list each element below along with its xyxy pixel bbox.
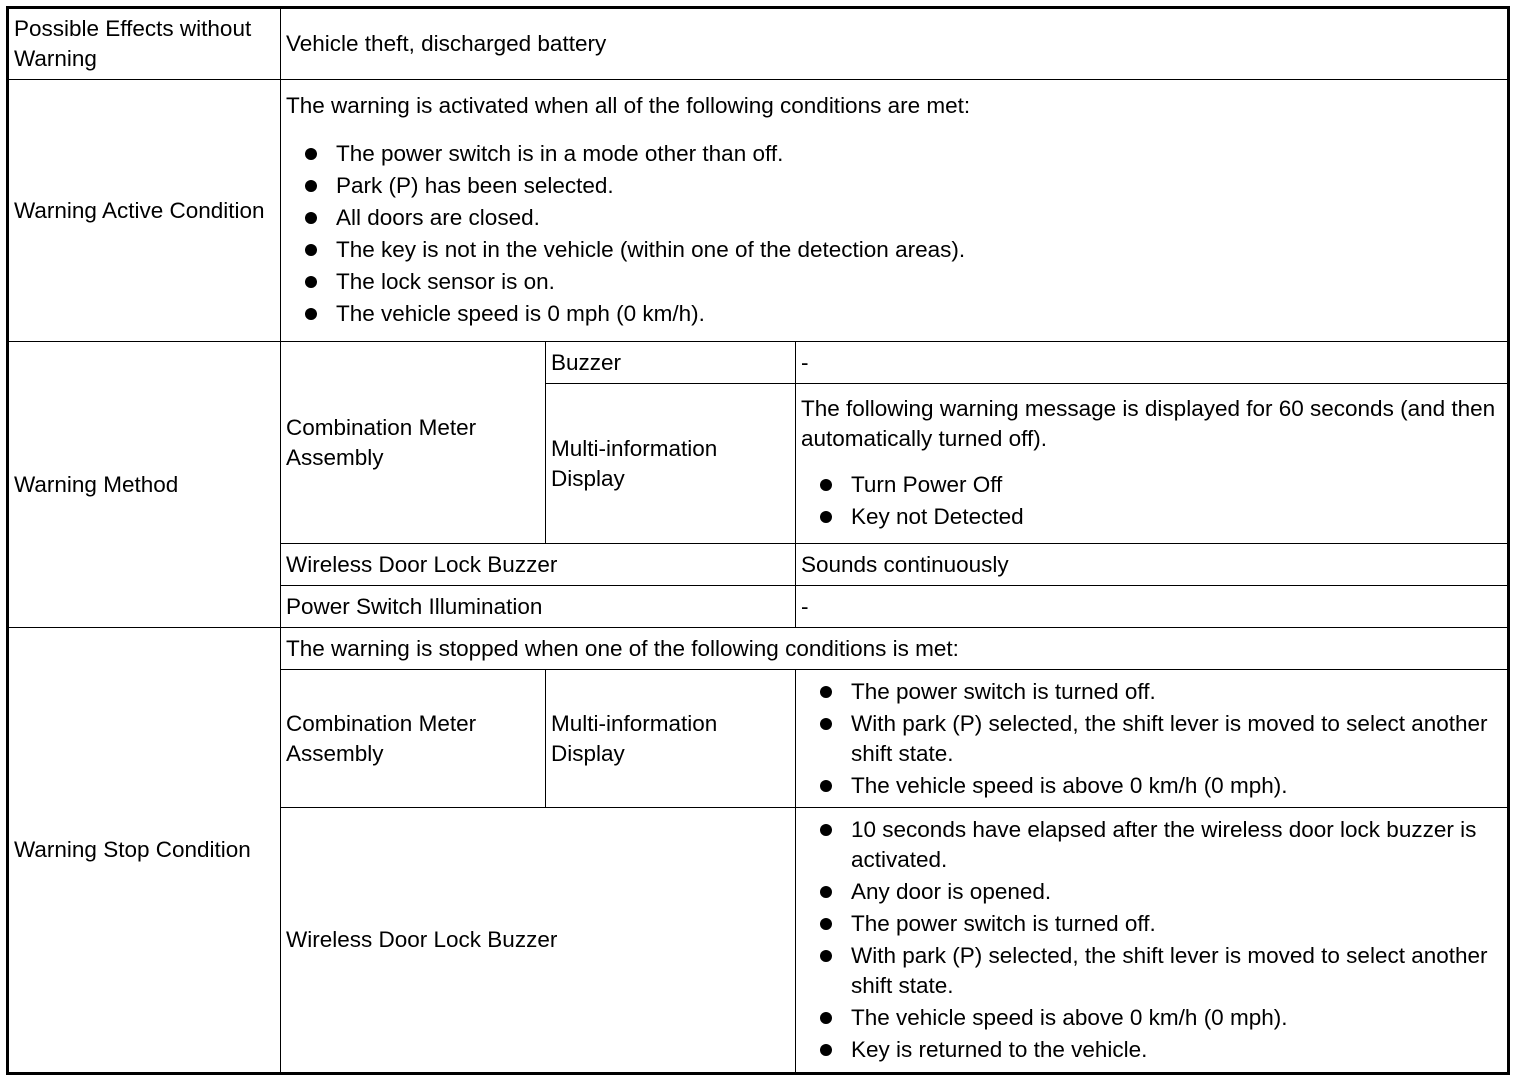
list-item: The lock sensor is on. (286, 267, 1502, 297)
method-mid-list (801, 470, 1502, 532)
list-item: The vehicle speed is above 0 km/h (0 mph). (801, 1003, 1502, 1033)
row-stop-intro (8, 628, 1509, 670)
stop-mid-list (801, 677, 1502, 801)
warning-method-label: Warning Method (8, 342, 281, 628)
bullet-icon (820, 780, 832, 792)
list-item: With park (P) selected, the shift lever is moved to select another shift state. (801, 941, 1502, 1001)
list-item: The power switch is turned off. (801, 677, 1502, 707)
method-mid-label: Multi-information Display (546, 384, 796, 544)
bullet-icon (820, 1044, 832, 1056)
list-item: Park (P) has been selected. (286, 171, 1502, 201)
list-item: The key is not in the vehicle (within one of the detection areas). (286, 235, 1502, 265)
row-active-condition (8, 80, 1509, 342)
bullet-icon (305, 244, 317, 256)
bullet-icon (820, 886, 832, 898)
method-wireless-value: Sounds continuously (796, 544, 1509, 586)
stop-mid-cell (796, 670, 1509, 808)
bullet-icon (305, 308, 317, 320)
bullet-icon (305, 180, 317, 192)
bullet-icon (305, 148, 317, 160)
list-item: All doors are closed. (286, 203, 1502, 233)
bullet-icon (820, 718, 832, 730)
bullet-icon (820, 1012, 832, 1024)
bullet-icon (820, 950, 832, 962)
list-item: Key is returned to the vehicle. (801, 1035, 1502, 1065)
possible-effects-label: Possible Effects without Warning (8, 8, 281, 80)
bullet-icon (820, 824, 832, 836)
stop-wireless-label: Wireless Door Lock Buzzer (281, 808, 796, 1074)
row-warning-method-buzzer (8, 342, 1509, 384)
bullet-icon (305, 212, 317, 224)
bullet-icon (305, 276, 317, 288)
stop-wireless-cell (796, 808, 1509, 1074)
list-item: Turn Power Off (801, 470, 1502, 500)
method-illumination-value: - (796, 586, 1509, 628)
method-mid-cell (796, 384, 1509, 544)
list-item: The vehicle speed is 0 mph (0 km/h). (286, 299, 1502, 329)
list-item: Any door is opened. (801, 877, 1502, 907)
warning-spec-table (6, 6, 1510, 1075)
row-possible-effects (8, 8, 1509, 80)
method-mid-intro: The following warning message is displayed for 60 seconds (and then automatically turned off). (801, 395, 1496, 451)
stop-mid-label: Multi-information Display (546, 670, 796, 808)
bullet-icon (820, 686, 832, 698)
list-item: Key not Detected (801, 502, 1502, 532)
method-buzzer-label: Buzzer (546, 342, 796, 384)
list-item: The vehicle speed is above 0 km/h (0 mph). (801, 771, 1502, 801)
stop-condition-intro: The warning is stopped when one of the following conditions is met: (281, 628, 1509, 670)
bullet-icon (820, 918, 832, 930)
method-buzzer-value: - (796, 342, 1509, 384)
active-condition-cell (281, 80, 1509, 342)
active-condition-label: Warning Active Condition (8, 80, 281, 342)
list-item: 10 seconds have elapsed after the wireless door lock buzzer is activated. (801, 815, 1502, 875)
stop-wireless-list (801, 815, 1502, 1065)
method-illumination-label: Power Switch Illumination (281, 586, 796, 628)
list-item: The power switch is turned off. (801, 909, 1502, 939)
active-condition-intro: The warning is activated when all of the following conditions are met: (286, 92, 971, 118)
list-item: The power switch is in a mode other than off. (286, 139, 1502, 169)
stop-combination-meter: Combination Meter Assembly (281, 670, 546, 808)
possible-effects-value: Vehicle theft, discharged battery (281, 8, 1509, 80)
method-combination-meter: Combination Meter Assembly (281, 342, 546, 544)
active-condition-list (286, 139, 1502, 329)
list-item: With park (P) selected, the shift lever is moved to select another shift state. (801, 709, 1502, 769)
stop-condition-label: Warning Stop Condition (8, 628, 281, 1074)
bullet-icon (820, 511, 832, 523)
method-wireless-label: Wireless Door Lock Buzzer (281, 544, 796, 586)
bullet-icon (820, 479, 832, 491)
